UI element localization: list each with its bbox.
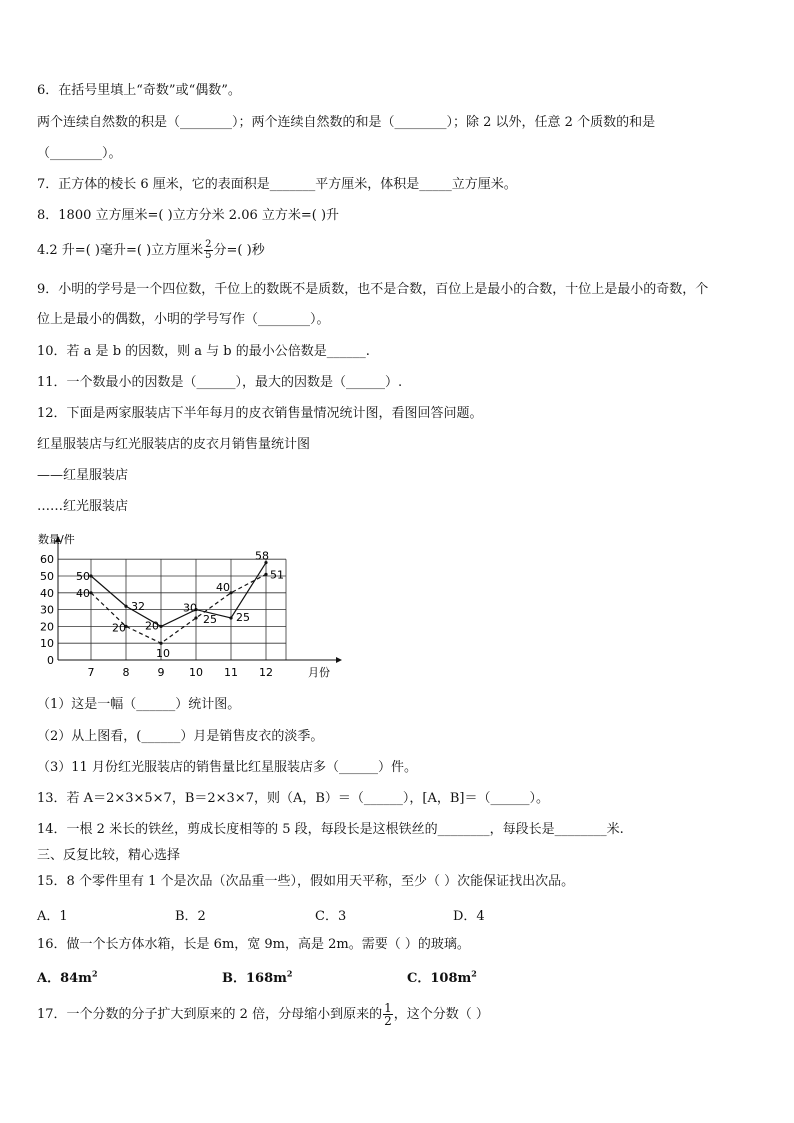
data-label: 25 [203, 613, 217, 626]
q16-option-c [407, 967, 477, 986]
q16-option-b [222, 967, 292, 986]
q14: 14．一根 2 米长的铁丝，剪成长度相等的 5 段，每段长是这根铁丝的________，每段长是________米. [37, 822, 624, 837]
q15: 15．8 个零件里有 1 个是次品（次品重一些），假如用天平称，至少（ ）次能保证找出次品。 [37, 874, 575, 889]
x-tick-label: 8 [122, 666, 130, 679]
data-point [159, 625, 162, 628]
q6-title: 6．在括号里填上“奇数”或“偶数”。 [37, 83, 241, 98]
q17-text-b: ，这个分数（ ） [393, 1007, 489, 1022]
data-label: 32 [131, 600, 145, 614]
fraction [383, 1002, 393, 1027]
q12-sub1: （1）这是一幅（______）统计图。 [37, 697, 241, 712]
q15-option-d: D．4 [453, 909, 485, 924]
q9-line1: 9．小明的学号是一个四位数，千位上的数既不是质数，也不是合数，百位上是最小的合数，十位上是最小的奇数，个 [37, 282, 709, 297]
data-point [264, 573, 267, 576]
fraction [204, 240, 212, 261]
y-tick-label: 0 [47, 654, 54, 667]
q8-line2-b: 分=( )秒 [213, 243, 265, 258]
data-label: 30 [183, 601, 197, 615]
q13: 13．若 A＝2×3×5×7，B＝2×3×7，则（A，B）＝（______），[A，B]＝（______）。 [37, 791, 550, 806]
data-label: 40 [76, 586, 90, 600]
q8-line1: 8．1800 立方厘米=( )立方分米 2.06 立方米=( )升 [37, 208, 340, 223]
data-label: 20 [145, 619, 159, 633]
x-tick-label: 10 [189, 666, 203, 679]
data-label: 10 [156, 647, 170, 661]
y-tick-label: 60 [40, 553, 54, 567]
superscript: 2 [286, 968, 293, 979]
q9-line2: 位上是最小的偶数，小明的学号写作（________）。 [37, 312, 330, 327]
data-point [124, 605, 127, 608]
x-tick-label: 11 [224, 666, 238, 679]
x-tick-label: 12 [259, 666, 273, 679]
q10: 10．若 a 是 b 的因数，则 a 与 b 的最小公倍数是______. [37, 344, 370, 359]
q16-option-c-label: C．108m [407, 971, 472, 986]
legend-hongguang: ……红光服装店 [37, 499, 129, 514]
data-point [229, 616, 232, 619]
q12-title: 12．下面是两家服装店下半年每月的皮衣销售量情况统计图，看图回答问题。 [37, 406, 483, 421]
data-label: 51 [270, 568, 284, 582]
superscript: 2 [471, 968, 477, 979]
q17 [37, 1002, 489, 1027]
superscript: 2 [91, 968, 98, 979]
data-label: 50 [76, 570, 90, 583]
q6-line2: （________）。 [37, 146, 122, 161]
y-tick-label: 20 [40, 620, 54, 634]
q7: 7．正方体的棱长 6 厘米，它的表面积是_______平方厘米，体积是_____立方厘米。 [37, 177, 517, 192]
data-point [194, 616, 197, 619]
data-label: 20 [112, 621, 126, 635]
y-tick-label: 10 [40, 637, 54, 651]
x-axis-arrow [336, 657, 342, 663]
q15-option-b: B．2 [175, 909, 206, 924]
q16-option-a [37, 967, 98, 986]
q8-line2 [37, 240, 265, 261]
q16: 16．做一个长方体水箱，长是 6m，宽 9m，高是 2m。需要（ ）的玻璃。 [37, 937, 470, 952]
x-tick-label: 7 [87, 666, 95, 679]
chart-heading: 红星服装店与红光服装店的皮衣月销售量统计图 [37, 437, 311, 452]
q8-line2-a: 4.2 升=( )毫升=( )立方厘米 [37, 243, 204, 258]
data-point [159, 642, 162, 645]
fraction-denominator: 2 [384, 1014, 392, 1028]
legend-hongxing: ——红星服装店 [37, 468, 129, 483]
q11: 11．一个数最小的因数是（______），最大的因数是（______）. [37, 375, 403, 390]
fraction-numerator: 1 [384, 1001, 392, 1015]
q16-option-b-label: B．168m [222, 971, 287, 986]
x-axis-label: 月份 [308, 666, 330, 679]
q12-sub3: （3）11 月份红光服装店的销售量比红星服装店多（______）件。 [37, 760, 417, 775]
q12-sub2: （2）从上图看，(______）月是销售皮衣的淡季。 [37, 729, 324, 744]
q15-option-a: A．1 [37, 909, 68, 924]
y-axis-label: 数量/件 [38, 533, 75, 546]
section-3-heading: 三、反复比较，精心选择 [37, 848, 181, 863]
q17-text-a: 17．一个分数的分子扩大到原来的 2 倍，分母缩小到原来的 [37, 1007, 383, 1022]
data-label: 25 [236, 611, 250, 624]
data-label: 40 [216, 580, 230, 594]
q6-line1: 两个连续自然数的积是（________）；两个连续自然数的和是（________）；除 2 以外，任意 2 个质数的和是 [37, 115, 656, 130]
y-tick-label: 30 [40, 603, 54, 617]
q16-option-a-label: A．84m [37, 971, 92, 986]
x-tick-label: 9 [157, 666, 165, 679]
y-tick-label: 50 [40, 570, 54, 583]
line-chart [30, 528, 350, 683]
data-label: 58 [255, 549, 269, 563]
q15-option-c: C．3 [315, 909, 347, 924]
fraction-denominator: 5 [205, 250, 212, 261]
fraction-numerator: 2 [205, 239, 212, 250]
y-tick-label: 40 [40, 586, 54, 600]
